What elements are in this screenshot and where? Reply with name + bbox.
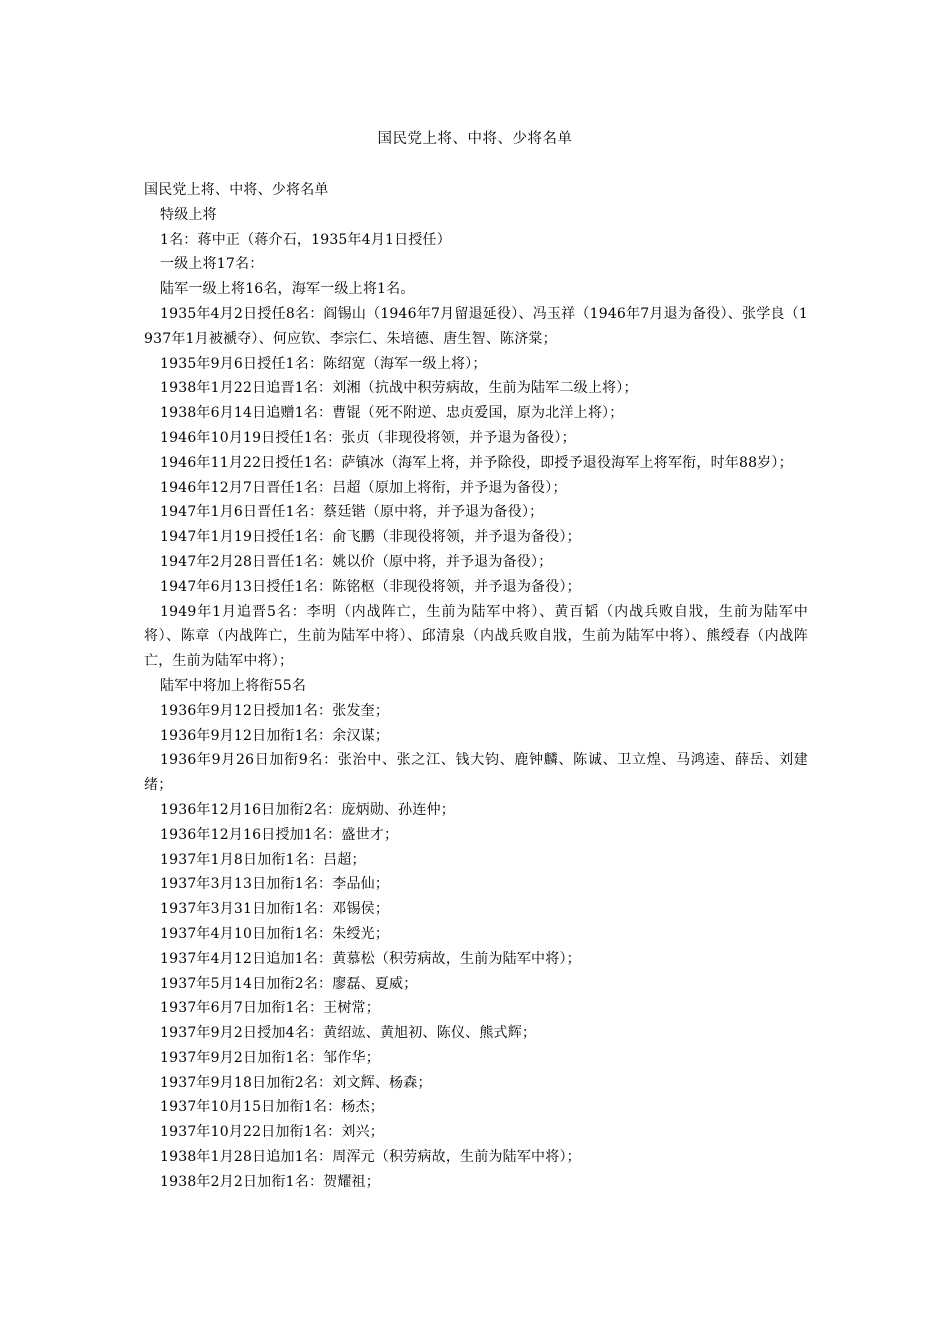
body-paragraph: 1名：蒋中正（蒋介石，1935年4月1日授任） xyxy=(160,231,451,248)
body-paragraph: 1947年1月19日授任1名：俞飞鹏（非现役将领，并予退为备役）； xyxy=(160,529,581,546)
body-paragraph: 1938年2月2日加衔1名：贺耀祖； xyxy=(160,1173,380,1190)
body-paragraph: 1936年12月16日加衔2名：庞炳勋、孙连仲； xyxy=(160,801,455,818)
body-paragraph: 1947年2月28日晋任1名：姚以价（原中将，并予退为备役）； xyxy=(160,553,553,570)
body-paragraph: 1935年9月6日授任1名：陈绍宽（海军一级上将）； xyxy=(160,355,487,372)
body-paragraph: 1937年9月2日授加4名：黄绍竑、黄旭初、陈仪、熊式辉； xyxy=(160,1025,537,1042)
body-paragraph: 1947年1月6日晋任1名：蔡廷锴（原中将，并予退为备役）； xyxy=(160,504,544,521)
body-paragraph: 陆军一级上将16名，海军一级上将1名。 xyxy=(160,281,415,298)
body-paragraph: 国民党上将、中将、少将名单 xyxy=(144,182,329,198)
body-paragraph: 特级上将 xyxy=(160,206,217,223)
body-paragraph: 1938年1月28日追加1名：周浑元（积劳病故，生前为陆军中将）； xyxy=(160,1149,581,1166)
body-paragraph: 1947年6月13日授任1名：陈铭枢（非现役将领，并予退为备役）； xyxy=(160,578,581,595)
body-paragraph: 1949年1月追晋5名：李明（内战阵亡，生前为陆军中将）、黄百韬（内战兵败自戕，生前为陆军中将）、陈章（内战阵亡，生前为陆军中将）、邱清泉（内战兵败自戕，生前为陆军中将）、熊绶春（内战阵亡，生前为陆军中将）； xyxy=(144,603,808,670)
body-paragraph: 1936年12月16日授加1名：盛世才； xyxy=(160,826,399,843)
body-paragraph: 1935年4月2日授任8名：阎锡山（1946年7月留退延役）、冯玉祥（1946年7月退为备役）、张学良（1937年1月被褫夺）、何应钦、李宗仁、朱培德、唐生智、陈济棠； xyxy=(144,305,808,347)
body-paragraph: 1937年10月22日加衔1名：刘兴； xyxy=(160,1124,384,1141)
document-title: 国民党上将、中将、少将名单 xyxy=(377,131,573,147)
body-paragraph: 1936年9月26日加衔9名：张治中、张之江、钱大钧、鹿钟麟、陈诚、卫立煌、马鸿逵、薛岳、刘建绪； xyxy=(144,752,808,794)
body-paragraph: 1937年4月10日加衔1名：朱绶光； xyxy=(160,925,390,942)
document-body xyxy=(144,178,808,1195)
body-paragraph: 1938年6月14日追赠1名：曹锟（死不附逆、忠贞爱国，原为北洋上将）； xyxy=(160,405,624,422)
body-paragraph: 一级上将17名： xyxy=(160,256,264,273)
body-paragraph: 1946年10月19日授任1名：张贞（非现役将领，并予退为备役）； xyxy=(160,429,576,446)
body-paragraph: 1937年6月7日加衔1名：王树常； xyxy=(160,1000,380,1017)
body-paragraph: 1946年11月22日授任1名：萨镇冰（海军上将，并予除役，即授予退役海军上将军衔，时年88岁）； xyxy=(160,454,793,471)
body-paragraph: 1937年9月2日加衔1名：邹作华； xyxy=(160,1049,380,1066)
body-paragraph: 1936年9月12日加衔1名：余汉谋； xyxy=(160,727,390,744)
body-paragraph: 1937年5月14日加衔2名：廖磊、夏威； xyxy=(160,975,418,992)
body-paragraph: 1938年1月22日追晋1名：刘湘（抗战中积劳病故，生前为陆军二级上将）； xyxy=(160,380,638,397)
body-paragraph: 1937年3月31日加衔1名：邓锡侯； xyxy=(160,901,390,918)
body-paragraph: 1937年1月8日加衔1名：吕超； xyxy=(160,851,366,868)
body-paragraph: 1946年12月7日晋任1名：吕超（原加上将衔，并予退为备役）； xyxy=(160,479,567,496)
body-paragraph: 1937年4月12日追加1名：黄慕松（积劳病故，生前为陆军中将）； xyxy=(160,950,581,967)
body-paragraph: 1937年9月18日加衔2名：刘文辉、杨森； xyxy=(160,1074,432,1091)
body-paragraph: 1937年3月13日加衔1名：李品仙； xyxy=(160,876,390,893)
body-paragraph: 陆军中将加上将衔55名 xyxy=(160,677,307,694)
body-paragraph: 1937年10月15日加衔1名：杨杰； xyxy=(160,1099,384,1116)
body-paragraph: 1936年9月12日授加1名：张发奎； xyxy=(160,702,390,719)
